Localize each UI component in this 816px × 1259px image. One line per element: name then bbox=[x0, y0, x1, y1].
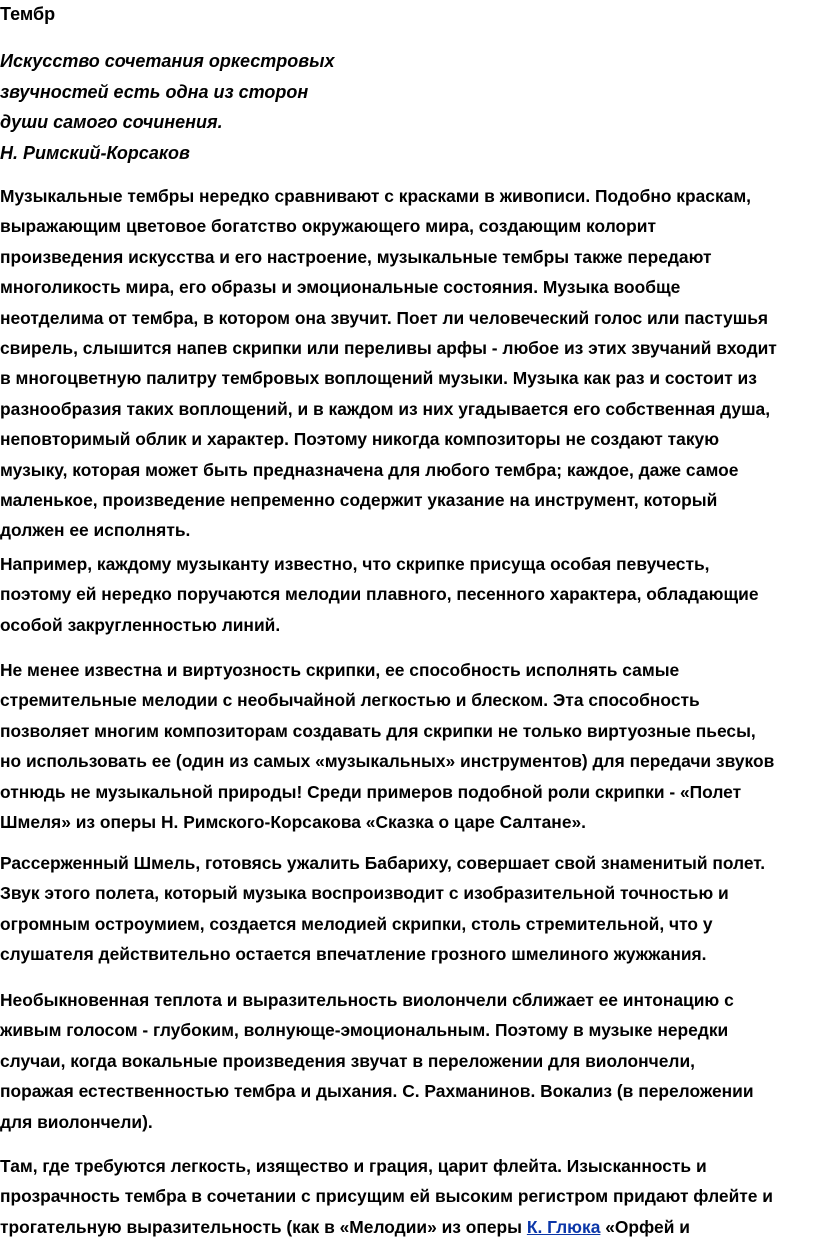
epigraph-line: души самого сочинения. bbox=[0, 112, 223, 132]
paragraph-line: для виолончели). bbox=[0, 1111, 153, 1132]
paragraph-line: Не менее известна и виртуозность скрипки, ее способность исполнять самые bbox=[0, 660, 680, 680]
link-suffix-text: «Орфей и bbox=[600, 1216, 690, 1237]
document-title: Тембр bbox=[0, 4, 56, 24]
paragraph-line: стремительные мелодии с необычайной легкостью и блеском. Эта способность bbox=[0, 690, 700, 711]
paragraph-line: неотделима от тембра, в котором она звучит. Поет ли человеческий голос или пастушья bbox=[0, 307, 769, 328]
paragraph-line: Звук этого полета, который музыка воспроизводит с изобразительной точностью и bbox=[0, 883, 729, 904]
paragraph-line: свирель, слышится напев скрипки или переливы арфы - любое из этих звучаний входит bbox=[0, 338, 777, 359]
paragraph-line: должен ее исполнять. bbox=[0, 520, 191, 541]
paragraph-line: выражающим цветовое богатство окружающего мира, создающим колорит bbox=[0, 216, 656, 237]
paragraph-line: слушателя действительно остается впечатление грозного шмелиного жужжания. bbox=[0, 944, 707, 965]
paragraph-line: поэтому ей нередко поручаются мелодии плавного, песенного характера, обладающие bbox=[0, 584, 759, 605]
epigraph-line: звучностей есть одна из сторон bbox=[0, 81, 309, 102]
paragraph-line: Рассерженный Шмель, готовясь ужалить Бабариху, совершает свой знаменитый полет. bbox=[0, 853, 766, 873]
paragraph-line: случаи, когда вокальные произведения звучат в переложении для виолончели, bbox=[0, 1050, 695, 1071]
paragraph-line: разнообразия таких воплощений, и в каждом из них угадывается его собственная душа, bbox=[0, 398, 771, 419]
paragraph-timbre-colors bbox=[0, 181, 777, 546]
paragraph-line: позволяет многим композиторам создавать для скрипки не только виртуозные пьесы, bbox=[0, 720, 756, 741]
paragraph-line-with-link bbox=[0, 1212, 773, 1242]
paragraph-line: Музыкальные тембры нередко сравнивают с красками в живописи. Подобно краскам, bbox=[0, 186, 752, 206]
paragraph-violin-singing bbox=[0, 549, 759, 640]
paragraph-line: маленькое, произведение непременно содержит указание на инструмент, который bbox=[0, 490, 718, 511]
paragraph-line: многоликость мира, его образы и эмоциональные состояния. Музыка вообще bbox=[0, 277, 681, 298]
paragraph-line: произведения искусства и его настроение, музыкальные тембры также передают bbox=[0, 246, 712, 267]
paragraph-line: отнюдь не музыкальной природы! Среди примеров подобной роли скрипки - «Полет bbox=[0, 781, 742, 802]
paragraph-flute bbox=[0, 1151, 773, 1242]
paragraph-cello bbox=[0, 985, 754, 1137]
epigraph bbox=[0, 46, 334, 168]
paragraph-violin-virtuosity bbox=[0, 655, 774, 837]
paragraph-line: неповторимый облик и характер. Поэтому никогда композиторы не создают такую bbox=[0, 429, 720, 450]
paragraph-line: особой закругленностью линий. bbox=[0, 614, 281, 635]
paragraph-line: поражая естественностью тембра и дыхания. С. Рахманинов. Вокализ (в переложении bbox=[0, 1081, 754, 1102]
paragraph-line: музыку, которая может быть предназначена для любого тембра; каждое, даже самое bbox=[0, 459, 739, 480]
paragraph-line: но использовать ее (один из самых «музыкальных» инструментов) для передачи звуков bbox=[0, 751, 775, 772]
paragraph-line: Необыкновенная теплота и выразительность виолончели сближает ее интонацию с bbox=[0, 990, 734, 1010]
link-prefix-text: трогательную выразительность (как в «Мелодии» из оперы bbox=[0, 1216, 527, 1237]
paragraph-line: огромным остроумием, создается мелодией скрипки, столь стремительной, что у bbox=[0, 913, 713, 934]
paragraph-line: Там, где требуются легкость, изящество и грация, царит флейта. Изысканность и bbox=[0, 1156, 707, 1176]
paragraph-line: Шмеля» из оперы Н. Римского-Корсакова «Сказка о царе Салтане». bbox=[0, 812, 586, 833]
paragraph-line: прозрачность тембра в сочетании с присущим ей высоким регистром придают флейте и bbox=[0, 1186, 773, 1207]
paragraph-line: Например, каждому музыканту известно, что скрипке присуща особая певучесть, bbox=[0, 554, 710, 574]
epigraph-author: Н. Римский-Корсаков bbox=[0, 142, 190, 163]
paragraph-line: в многоцветную палитру тембровых воплощений музыки. Музыка как раз и состоит из bbox=[0, 368, 757, 389]
epigraph-line: Искусство сочетания оркестровых bbox=[0, 51, 335, 71]
paragraph-line: живым голосом - глубоким, волнующе-эмоциональным. Поэтому в музыке нередки bbox=[0, 1020, 729, 1041]
paragraph-bumblebee bbox=[0, 848, 765, 970]
gluck-link[interactable]: К. Глюка bbox=[526, 1216, 601, 1237]
